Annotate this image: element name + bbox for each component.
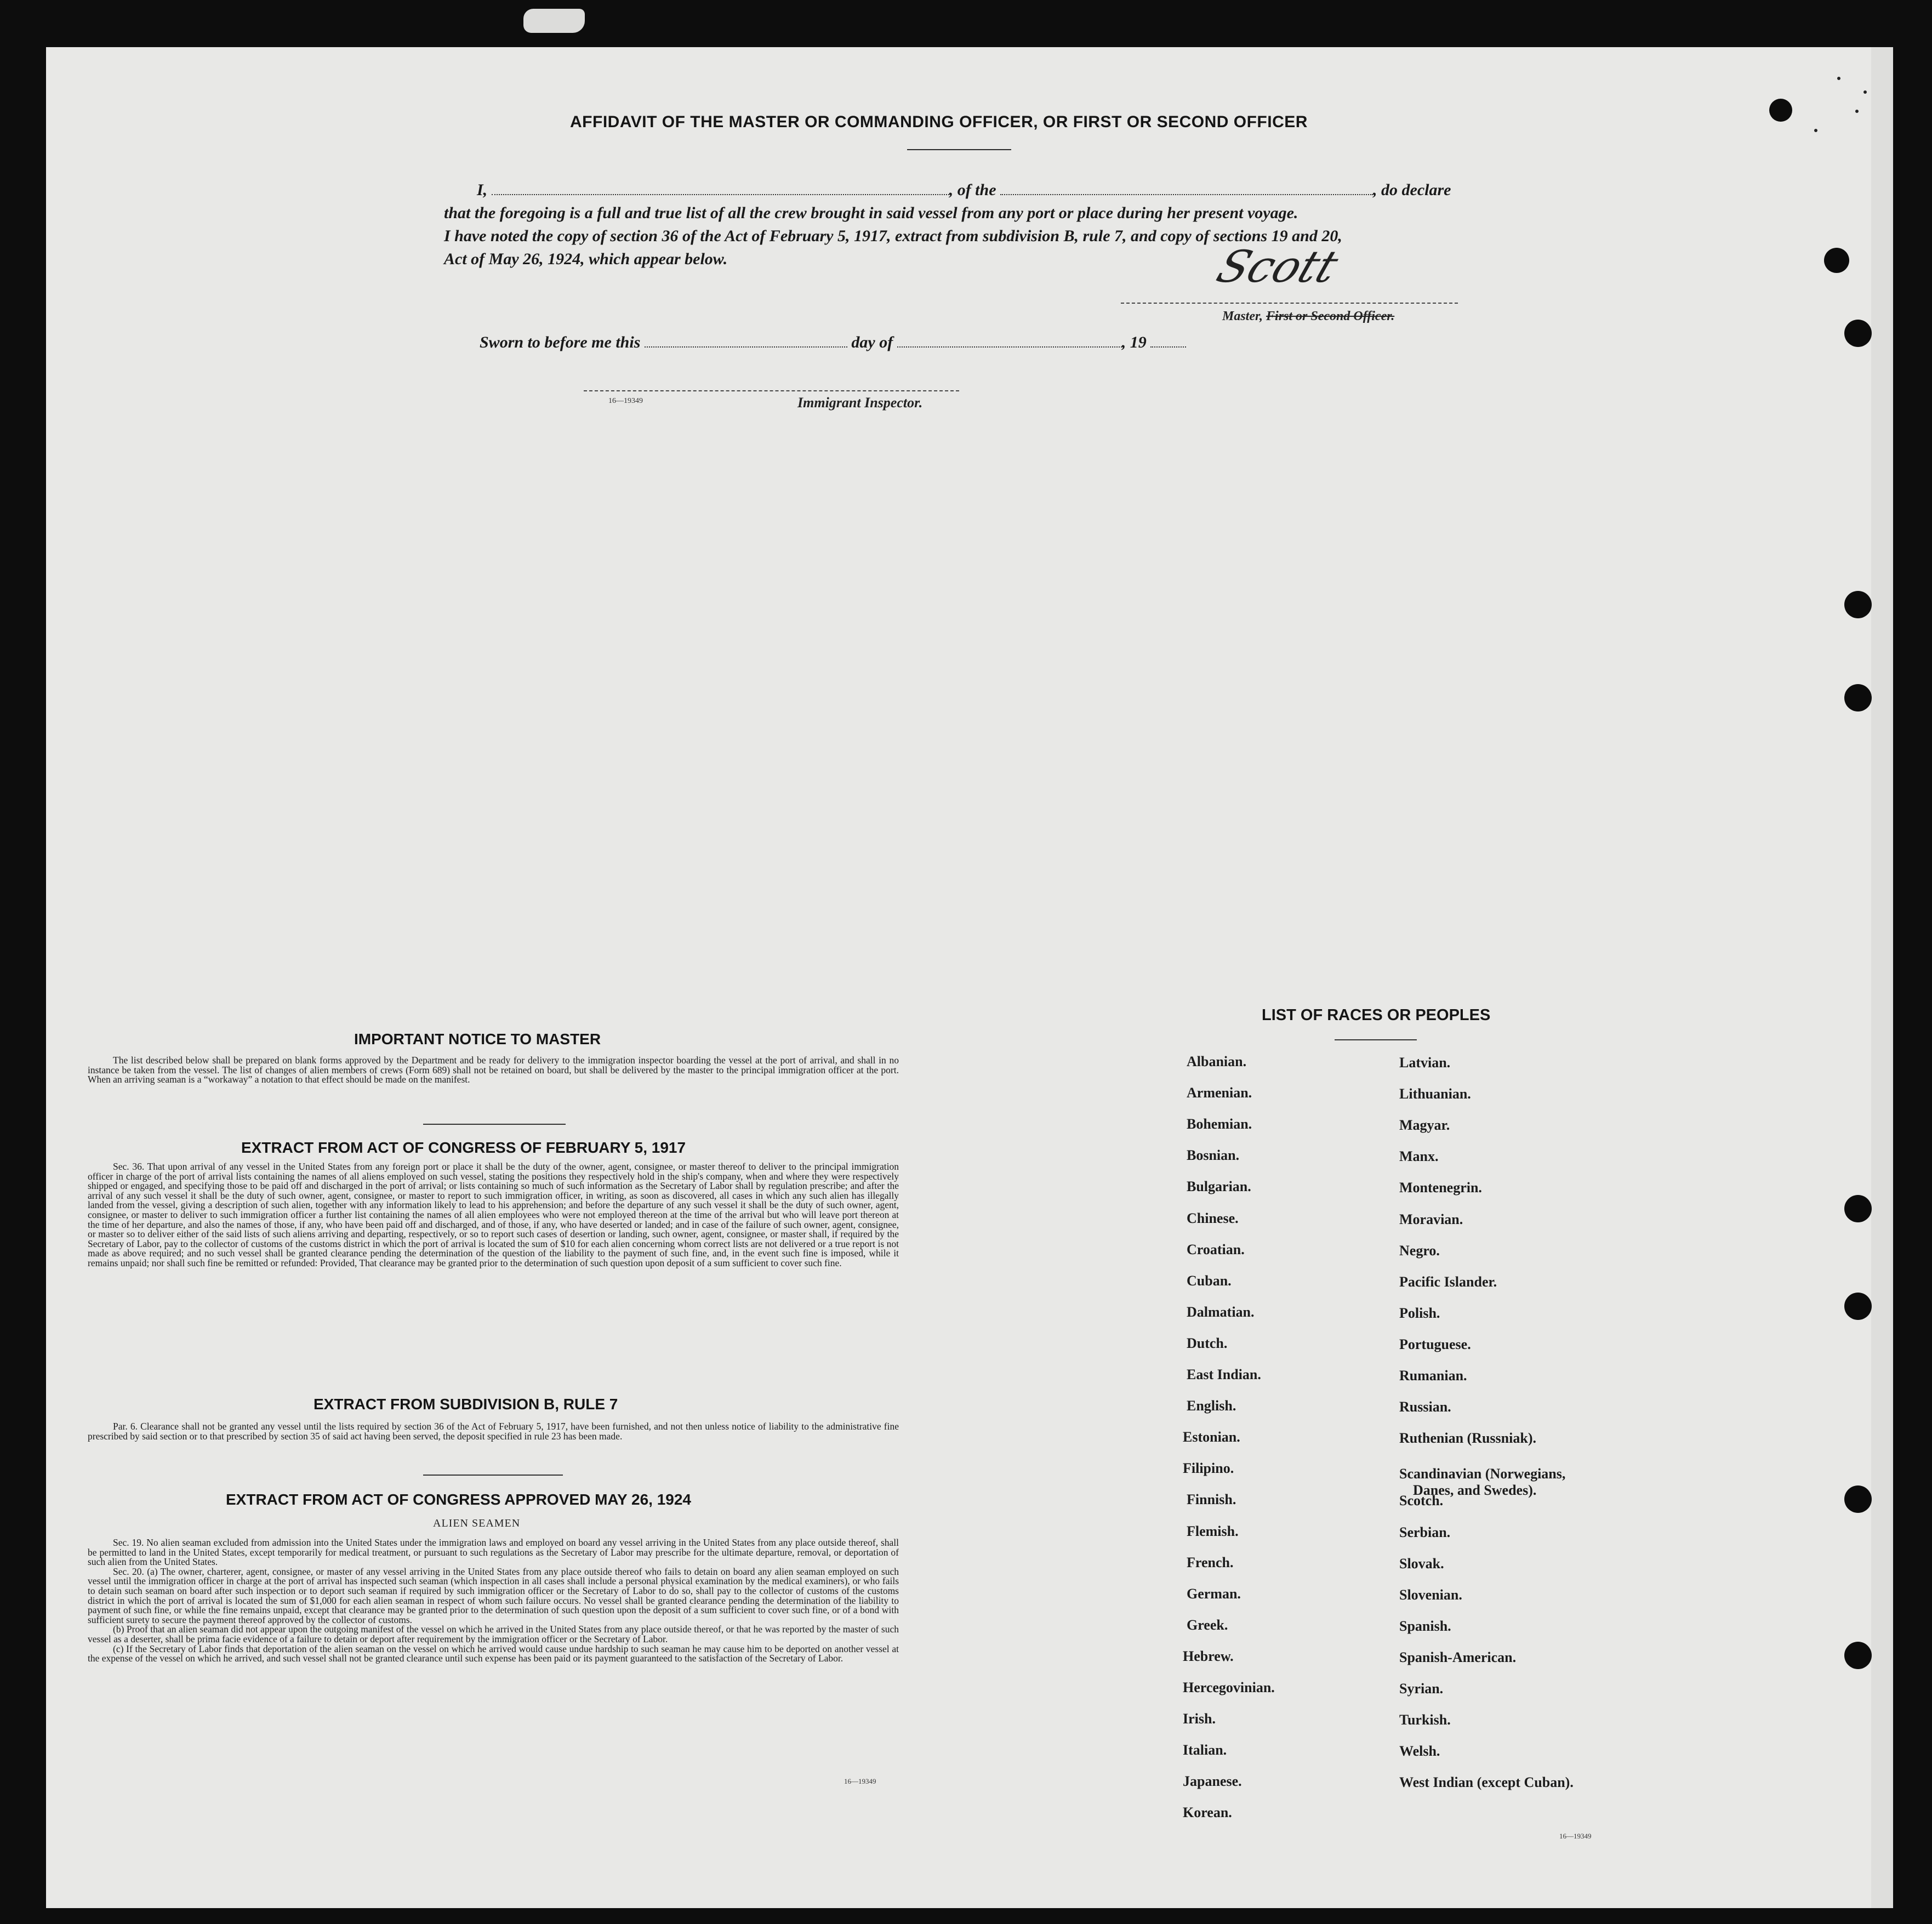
race-item: Korean. bbox=[1183, 1805, 1232, 1821]
signature-struck-officer: First or Second Officer. bbox=[1266, 309, 1395, 323]
race-item: Bosnian. bbox=[1187, 1147, 1240, 1164]
race-item: Lithuanian. bbox=[1399, 1086, 1471, 1102]
rule7-rule bbox=[423, 1475, 563, 1476]
master-signature: Scott bbox=[1210, 241, 1346, 292]
race-item: German. bbox=[1187, 1585, 1241, 1602]
punch-hole bbox=[1844, 1485, 1872, 1513]
race-item: Latvian. bbox=[1399, 1055, 1451, 1071]
signature-label bbox=[1222, 309, 1394, 324]
race-item: Chinese. bbox=[1187, 1210, 1239, 1226]
section-19: Sec. 19. No alien seaman excluded from admission into the United States under the immigration laws and employed on board any vessel arriving in the United States from any place outside thereof, shall be permitted to land in the United States, except temporarily for medical treatment, or pursuant to such regulations as the Secretary of Labor may prescribe for the ultimate departure, removal, or deportation of such alien from the United States. bbox=[88, 1537, 899, 1568]
section-36: Sec. 36. That upon arrival of any vessel in the United States from any foreign port or place it shall be the duty of the owner, agent, consignee, or master thereof to deliver to the principal immigration officer in charge of the port of arrival lists containing the names of all aliens employed on such vessel, stating the positions they respectively hold in the ship's company, when and where they were respectively shipped or engaged, and specifying those to be paid off and discharged in the port of arrival; or lists containing so much of such information as the Secretary of Labor shall by regulation prescribe; and after the arrival of any such vessel it shall be the duty of such owner, agent, consignee, or master to report to such immigration officer, in writing, as soon as discovered, all cases in which any such alien has illegally landed from the vessel, giving a description of such alien, together with any information likely to lead to his apprehension; and before the departure of any such vessel it shall be the duty of such owner, agent, consignee, or master to deliver to such immigration officer a further list containing the names of all alien employees who were not employed thereon at the time of the arrival but who will leave port thereon at the time of her departure, and also the names of those, if any, who have been paid off and discharged, and of those, if any, who have deserted or landed; and in case of the failure of such owner, agent, consignee, or master so to deliver either of the said lists of such aliens arriving and departing, respectively, or so to report such cases of desertion or landing, such owner, agent, consignee, or master shall, if required by the Secretary of Labor, pay to the collector of customs of the customs district in which the port of arrival is located the sum of $10 for each alien concerning whom correct lists are not delivered or a true report is not made as above required; and no such vessel shall be granted clearance pending the determination of the question of the liability to the payment of such fine, and, in the event such fine is imposed, while it remains unpaid; nor shall such fine be remitted or refunded: Provided, That clearance may be granted prior to the determination of such question upon deposit of a sum sufficient to cover such fine. bbox=[88, 1161, 899, 1268]
speck bbox=[1814, 129, 1817, 132]
page-edge bbox=[1871, 47, 1893, 1908]
punch-hole bbox=[1844, 1642, 1872, 1669]
punch-hole bbox=[1844, 1195, 1872, 1222]
race-item: Scandinavian (Norwegians, bbox=[1399, 1466, 1566, 1482]
declaration-line-4: Act of May 26, 1924, which appear below. bbox=[444, 250, 728, 268]
race-item: Spanish-American. bbox=[1399, 1649, 1517, 1665]
race-item: Italian. bbox=[1183, 1742, 1227, 1758]
inspector-label: Immigrant Inspector. bbox=[797, 395, 923, 411]
race-item: Cuban. bbox=[1187, 1272, 1232, 1289]
sworn-day-of: day of bbox=[851, 333, 893, 351]
punch-hole bbox=[1844, 591, 1872, 618]
declaration-end: , do declare bbox=[1373, 181, 1451, 199]
race-item: Estonian. bbox=[1183, 1429, 1240, 1445]
sworn-day-field[interactable] bbox=[645, 346, 847, 348]
notice-paragraph: The list described below shall be prepared on blank forms approved by the Department and be ready for delivery to the immigration inspector boarding the vessel at the port of arrival, and shall in no instance be taken from the vessel. The list of changes of alien members of crews (Form 689) shall not be retained on board, but shall be delivered by the master to the principal immigration officer at the port. When an arriving seaman is a “workaway” a notation to that effect should be made on the manifest. bbox=[88, 1055, 899, 1085]
affidavit-title: AFFIDAVIT OF THE MASTER OR COMMANDING OFFICER, OR FIRST OR SECOND OFFICER bbox=[570, 113, 1308, 131]
race-item: Slovak. bbox=[1399, 1555, 1444, 1572]
race-item: Manx. bbox=[1399, 1148, 1439, 1165]
race-item: Rumanian. bbox=[1399, 1368, 1467, 1384]
race-item: Serbian. bbox=[1399, 1524, 1451, 1540]
race-item: Slovenian. bbox=[1399, 1586, 1462, 1603]
inspector-line bbox=[584, 390, 959, 391]
race-item: Turkish. bbox=[1399, 1712, 1451, 1728]
race-item: Welsh. bbox=[1399, 1743, 1440, 1760]
speck bbox=[1863, 90, 1867, 94]
name-field[interactable] bbox=[492, 193, 949, 195]
race-item: Greek. bbox=[1187, 1616, 1228, 1633]
signature-master: Master, bbox=[1222, 309, 1263, 323]
paragraph-6: Par. 6. Clearance shall not be granted any vessel until the lists required by section 36 of the Act of February 5, 1917, have been furnished, and not then unless notice of liability to the administrative fine prescribed by said section or to that prescribed by section 35 of said act having been served, the deposit specified in rule 23 has been made. bbox=[88, 1421, 899, 1442]
races-title: LIST OF RACES OR PEOPLES bbox=[1262, 1006, 1491, 1024]
race-item: Dalmatian. bbox=[1187, 1303, 1255, 1320]
extract-form-code: 16—19349 bbox=[844, 1777, 876, 1785]
notice-rule bbox=[423, 1124, 566, 1125]
section-20a: Sec. 20. (a) The owner, charterer, agent, consignee, or master of any vessel arriving in the United States from any place outside thereof who fails to detain on board any alien seaman employed on such vessel until the immigration officer in charge at the port of arrival has inspected such seaman (which inspection in all cases shall include a personal physical examination by the medical examiners), or who fails to detain such seaman on board after such inspection or to deport such seaman if required by such immigration officer or the Secretary of Labor to do so, shall pay to the collector of customs of the customs district in which the port of arrival is located the sum of $1,000 for each alien seaman in respect of whom such failure occurs. No vessel shall be granted clearance pending the determination of the liability to payment of such fine, or while the fine remains unpaid, except that clearance may be granted prior to the determination of such question upon the deposit of a sum sufficient to cover such fine, or of a bond with sufficient surety to secure the payment thereof approved by the collector of customs. bbox=[88, 1566, 899, 1625]
race-item: Armenian. bbox=[1187, 1085, 1252, 1101]
races-form-code: 16—19349 bbox=[1559, 1832, 1592, 1840]
race-item: Hercegovinian. bbox=[1183, 1680, 1275, 1695]
punch-hole bbox=[1844, 1293, 1872, 1320]
sworn-month-field[interactable] bbox=[897, 346, 1122, 348]
race-item: Irish. bbox=[1183, 1711, 1216, 1727]
race-item: Dutch. bbox=[1187, 1335, 1228, 1351]
title-rule bbox=[907, 149, 1011, 150]
punch-hole bbox=[1769, 99, 1792, 122]
race-item: Scotch. bbox=[1399, 1493, 1444, 1509]
tape-fragment bbox=[523, 9, 585, 33]
sworn-year-field[interactable] bbox=[1150, 346, 1186, 348]
races-rule bbox=[1335, 1039, 1417, 1040]
race-item: Montenegrin. bbox=[1399, 1180, 1482, 1196]
race-item: English. bbox=[1187, 1398, 1236, 1414]
speck bbox=[1837, 77, 1840, 80]
speck bbox=[1855, 110, 1859, 113]
form-code: 16—19349 bbox=[608, 397, 643, 405]
declaration-line-2: that the foregoing is a full and true list of all the crew brought in said vessel from any port or place during her present voyage. bbox=[444, 204, 1298, 222]
race-item: Moravian. bbox=[1399, 1211, 1463, 1227]
sworn-year: , 19 bbox=[1121, 333, 1147, 351]
punch-hole bbox=[1844, 320, 1872, 347]
declaration-line-3: I have noted the copy of section 36 of the Act of February 5, 1917, extract from subdivision B, rule 7, and copy of sections 19 and 20, bbox=[444, 227, 1342, 245]
alien-seamen-subtitle: ALIEN SEAMEN bbox=[433, 1517, 521, 1529]
sworn-line bbox=[480, 333, 1186, 352]
race-item: Syrian. bbox=[1399, 1681, 1444, 1697]
extract-1924-title: EXTRACT FROM ACT OF CONGRESS APPROVED MAY 26, 1924 bbox=[226, 1491, 691, 1508]
race-item: Portuguese. bbox=[1399, 1336, 1471, 1352]
declaration-i: I, bbox=[477, 181, 488, 199]
race-item: Bohemian. bbox=[1187, 1116, 1252, 1132]
race-item: Polish. bbox=[1399, 1305, 1440, 1321]
punch-hole bbox=[1844, 684, 1872, 711]
race-item: Japanese. bbox=[1183, 1773, 1242, 1790]
signature-line bbox=[1121, 303, 1458, 304]
section-20c: (c) If the Secretary of Labor finds that deportation of the alien seaman on the vessel on which he arrived would cause undue hardship to such seaman he may cause him to be deported on another vessel at the expense of the vessel on which he arrived, and such vessel shall not be granted clearance until such expense has been paid or its payment guaranteed to the satisfaction of the Secretary of Labor. bbox=[88, 1643, 899, 1664]
punch-hole bbox=[1824, 248, 1849, 273]
rule7-text bbox=[88, 1422, 899, 1441]
race-item: Albanian. bbox=[1187, 1054, 1247, 1069]
extract-1917-text bbox=[88, 1162, 899, 1268]
race-item: Danes, and Swedes). bbox=[1413, 1482, 1537, 1499]
race-item: Pacific Islander. bbox=[1399, 1273, 1497, 1290]
race-item: Finnish. bbox=[1187, 1492, 1236, 1508]
extract-1924-text bbox=[88, 1538, 899, 1664]
rule7-title: EXTRACT FROM SUBDIVISION B, RULE 7 bbox=[314, 1396, 618, 1413]
section-20b: (b) Proof that an alien seaman did not appear upon the outgoing manifest of the vessel on which he arrived in the United States from any place outside thereof, or that he was reported by the master of such vessel as a deserter, shall be prima facie evidence of a failure to detain or deport after requirement by the immigration officer or the Secretary of Labor. bbox=[88, 1624, 899, 1644]
race-item: West Indian (except Cuban). bbox=[1399, 1774, 1574, 1791]
race-item: Croatian. bbox=[1187, 1241, 1245, 1257]
declaration-of: , of the bbox=[949, 181, 996, 199]
race-item: East Indian. bbox=[1187, 1367, 1261, 1382]
race-item: Flemish. bbox=[1187, 1523, 1239, 1539]
notice-title: IMPORTANT NOTICE TO MASTER bbox=[354, 1031, 601, 1048]
race-item: Hebrew. bbox=[1183, 1648, 1234, 1664]
notice-text bbox=[88, 1056, 899, 1085]
sworn-label: Sworn to before me this bbox=[480, 333, 641, 351]
vessel-field[interactable] bbox=[1000, 193, 1373, 195]
race-item: Spanish. bbox=[1399, 1618, 1451, 1634]
race-item: Filipino. bbox=[1183, 1460, 1234, 1477]
race-item: Ruthenian (Russniak). bbox=[1399, 1430, 1536, 1447]
race-item: Bulgarian. bbox=[1187, 1179, 1251, 1195]
declaration-line bbox=[444, 181, 1451, 200]
extract-1917-title: EXTRACT FROM ACT OF CONGRESS OF FEBRUARY 5, 1917 bbox=[241, 1139, 686, 1156]
race-item: Negro. bbox=[1399, 1242, 1440, 1259]
race-item: French. bbox=[1187, 1554, 1234, 1570]
race-item: Russian. bbox=[1399, 1399, 1451, 1415]
race-item: Magyar. bbox=[1399, 1117, 1450, 1134]
